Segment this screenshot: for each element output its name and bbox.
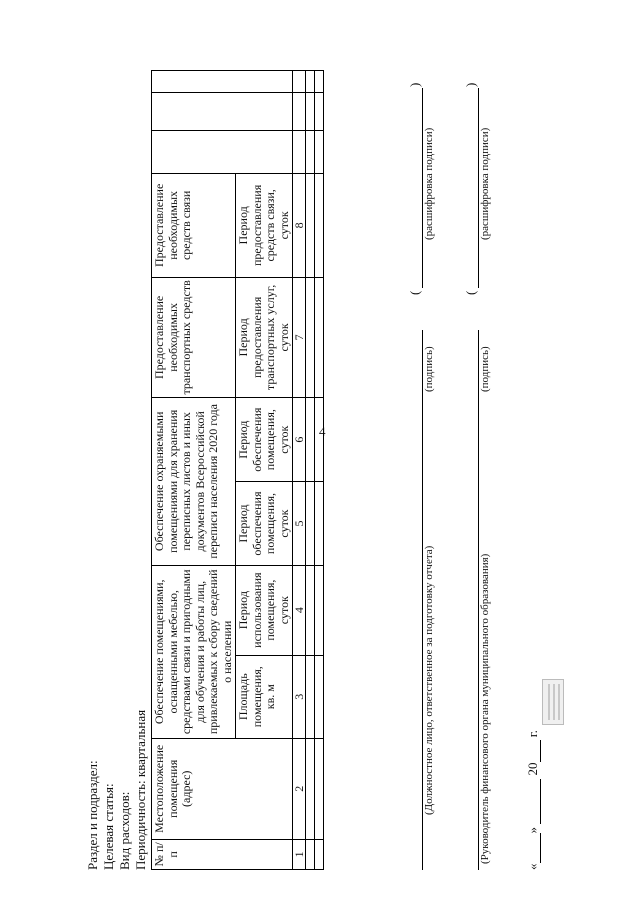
table-cell[interactable] bbox=[315, 173, 324, 277]
expense-label: Вид расходов: bbox=[117, 791, 132, 870]
table-cell[interactable] bbox=[306, 92, 315, 130]
period-label: Периодичность: квартальная bbox=[133, 709, 148, 870]
page-number: 4 bbox=[319, 424, 326, 439]
year-blank[interactable] bbox=[528, 741, 541, 763]
column-number: 5 bbox=[293, 482, 306, 565]
header-storage-period-1: Период обеспечения помещения, суток bbox=[236, 482, 293, 565]
table-cell[interactable] bbox=[306, 173, 315, 277]
responsible-position-caption: (Должностное лицо, ответственное за подготовку отчета) bbox=[423, 545, 435, 815]
responsible-paren-close: ) bbox=[407, 82, 422, 87]
responsible-signature-caption: (подпись) bbox=[423, 346, 435, 392]
table-row bbox=[315, 71, 324, 870]
head-signature-caption: (подпись) bbox=[479, 346, 491, 392]
column-number: 2 bbox=[293, 738, 306, 839]
column-number: 7 bbox=[293, 277, 306, 397]
table-cell[interactable] bbox=[315, 92, 324, 130]
target-label: Целевая статья: bbox=[101, 783, 116, 870]
date-quote-open: « bbox=[525, 863, 540, 870]
table-header-row bbox=[152, 71, 236, 870]
head-paren-open: ( bbox=[463, 290, 478, 295]
header-comm-group: Предоставление необходимых средств связи bbox=[152, 173, 236, 277]
month-blank[interactable] bbox=[528, 779, 541, 824]
column-number: 8 bbox=[293, 173, 306, 277]
table-cell[interactable] bbox=[306, 277, 315, 397]
header-comm-period: Период предоставления средств связи, суток bbox=[236, 173, 293, 277]
column-number: 3 bbox=[293, 655, 306, 738]
header-transport-group: Предоставление необходимых транспортных средств bbox=[152, 277, 236, 397]
table-cell[interactable] bbox=[315, 839, 324, 869]
date-line bbox=[525, 730, 541, 870]
registration-stamp bbox=[542, 679, 564, 725]
table-cell[interactable] bbox=[315, 71, 324, 93]
table-cell[interactable] bbox=[315, 397, 324, 481]
header-location: Местоположение помещения (адрес) bbox=[152, 738, 293, 839]
table-row bbox=[306, 71, 315, 870]
year-suffix: г. bbox=[525, 730, 540, 738]
table-cell[interactable] bbox=[315, 655, 324, 738]
table-cell[interactable] bbox=[315, 565, 324, 655]
column-number-row bbox=[293, 71, 306, 870]
year-prefix: 20 bbox=[525, 762, 540, 776]
table-cell[interactable] bbox=[306, 655, 315, 738]
day-blank[interactable] bbox=[528, 834, 541, 864]
report-table bbox=[151, 70, 324, 870]
header-storage-group: Обеспечение охраняемыми помещениями для хранения переписных листов и иных документов Всероссийской переписи населения 2020 года bbox=[152, 397, 236, 565]
responsible-decoding-caption: (расшифровка подписи) bbox=[423, 127, 435, 240]
column-number: 4 bbox=[293, 565, 306, 655]
table-cell[interactable] bbox=[315, 738, 324, 839]
report-header bbox=[85, 710, 149, 870]
table-cell[interactable] bbox=[306, 71, 315, 93]
header-area: Площадь помещения, кв. м bbox=[236, 655, 293, 738]
header-num: № п/п bbox=[152, 839, 293, 869]
responsible-paren-open: ( bbox=[407, 290, 422, 295]
table-cell[interactable] bbox=[306, 839, 315, 869]
column-number: 6 bbox=[293, 397, 306, 481]
rotated-page-content bbox=[85, 80, 545, 870]
date-quote-close: » bbox=[525, 827, 540, 834]
table-cell[interactable] bbox=[315, 277, 324, 397]
table-cell[interactable] bbox=[306, 482, 315, 565]
header-usage-period: Период использования помещения, суток bbox=[236, 565, 293, 655]
section-label: Раздел и подраздел: bbox=[85, 760, 100, 870]
table-cell[interactable] bbox=[306, 397, 315, 481]
head-decoding-caption: (расшифровка подписи) bbox=[479, 127, 491, 240]
column-number: 1 bbox=[293, 839, 306, 869]
table-cell[interactable] bbox=[315, 482, 324, 565]
table-cell[interactable] bbox=[306, 738, 315, 839]
table-cell[interactable] bbox=[315, 130, 324, 173]
header-premises-group: Обеспечение помещениями, оснащенными мебелью, средствами связи и пригодными для обучения и работы лиц, привлекаемых к сбору сведений о населении bbox=[152, 565, 236, 738]
header-storage-period-2: Период обеспечения помещения, суток bbox=[236, 397, 293, 481]
head-paren-close: ) bbox=[463, 82, 478, 87]
table-cell[interactable] bbox=[306, 130, 315, 173]
header-transport-period: Период предоставления транспортных услуг, суток bbox=[236, 277, 293, 397]
table-cell[interactable] bbox=[306, 565, 315, 655]
head-position-caption: (Руководитель финансового органа муниципального образования) bbox=[479, 553, 491, 864]
